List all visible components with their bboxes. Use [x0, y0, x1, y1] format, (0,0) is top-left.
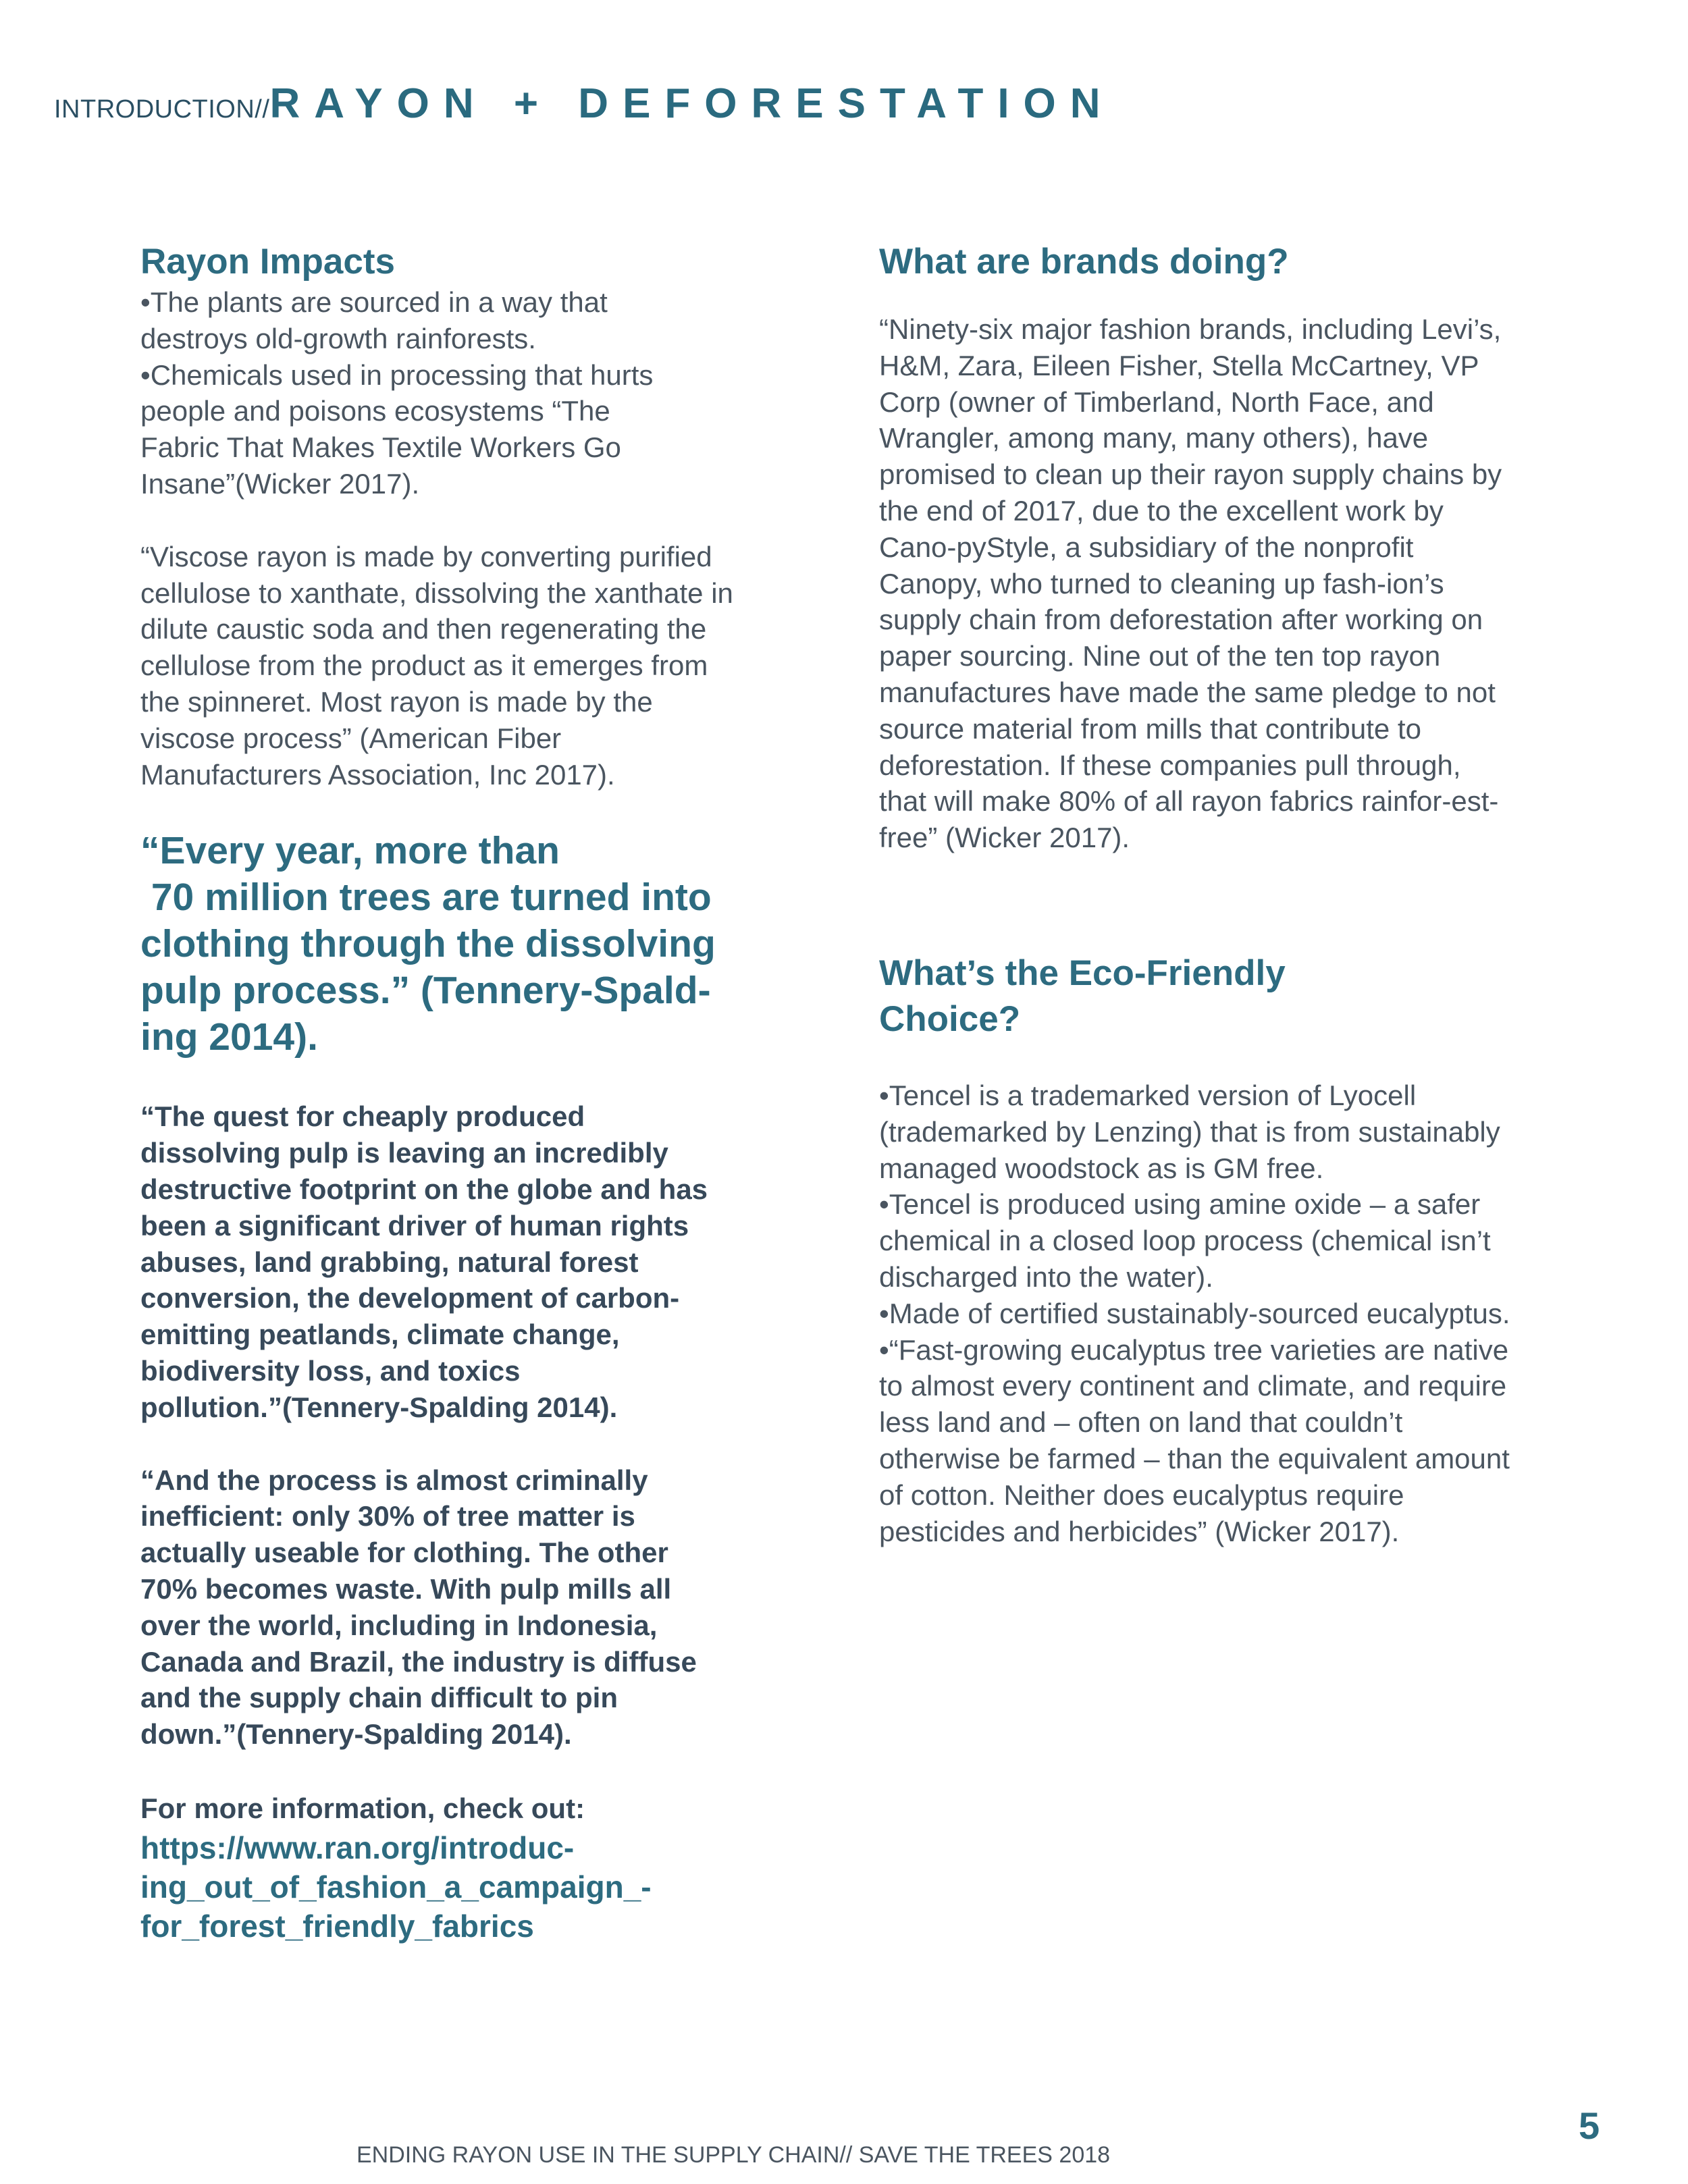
section-label: INTRODUCTION// — [54, 95, 270, 124]
impacts-bullets — [140, 284, 762, 502]
link-line[interactable]: https://www.ran.org/introduc- — [140, 1830, 575, 1865]
eco-friendly-heading — [879, 951, 1541, 1042]
process-quote: “And the process is almost criminally inefficient: only 30% of tree matter is actually useable for clothing. The other 70% becomes waste. With pulp mills all over the world, including in Indonesia, Canada and Brazil, the industry is diffuse and the supply chain difficult to pin down.”(Tennery-Spalding 2014). — [140, 1464, 697, 1751]
right-column — [879, 240, 1541, 1549]
pull-quote — [140, 828, 762, 1061]
footer-text: ENDING RAYON USE IN THE SUPPLY CHAIN// SAVE THE TREES 2018 — [357, 2142, 1111, 2168]
link-line[interactable]: ing_out_of_fashion_a_campaign_- — [140, 1869, 652, 1905]
more-info-link[interactable] — [140, 1828, 762, 1946]
page-title: RAYON + DEFORESTATION — [269, 80, 1115, 127]
brands-quote: “Ninety-six major fashion brands, including Levi’s, H&M, Zara, Eileen Fisher, Stella McCartney, VP Corp (owner of Timberland, North Face, and Wrangler, among many, many others), have promised to clean up their rayon supply chains by the end of 2017, due to the excellent work by Cano-pyStyle, a subsidiary of the nonprofit Canopy, who turned to cleaning up fash-ion’s supply chain from deforestation after working on paper sourcing. Nine out of the ten top rayon manufactures have made the same pledge to not source material from mills that contribute to deforestation. If these companies pull through, that will make 80% of all rayon fabrics rainfor-est-free” (Wicker 2017). — [879, 313, 1502, 854]
link-line[interactable]: for_forest_friendly_fabrics — [140, 1908, 534, 1944]
viscose-quote: “Viscose rayon is made by converting purified cellulose to xanthate, dissolving the xanthate in dilute caustic soda and then regenerating the cellulose from the product as it emerges from the spinneret. Most rayon is made by the viscose process” (American Fiber Manufacturers Association, Inc 2017). — [140, 540, 733, 791]
pull-quote-line: pulp process.” (Tennery-Spald- — [140, 969, 711, 1013]
quest-quote: “The quest for cheaply produced dissolving pulp is leaving an incredibly destructive footprint on the globe and has been a significant driver of human rights abuses, land grabbing, natural forest conversion, the development of carbon-emitting peatlands, climate change, biodiversity loss, and toxics pollution.”(Tennery-Spalding 2014). — [140, 1100, 708, 1423]
eco-bullets — [879, 1077, 1514, 1549]
eco-bullet: •Made of certified sustainably-sourced eucalyptus. — [879, 1297, 1510, 1329]
eco-bullet: •Tencel is a trademarked version of Lyocell (trademarked by Lenzing) that is from sustainably managed woodstock as is GM free. — [879, 1079, 1500, 1184]
eco-heading-line: What’s the Eco-Friendly — [879, 953, 1286, 993]
rayon-impacts-heading: Rayon Impacts — [140, 242, 396, 282]
pull-quote-line: “Every year, more than — [140, 829, 560, 873]
bullet-line: Insane”(Wicker 2017). — [140, 467, 420, 500]
page-number: 5 — [1579, 2104, 1600, 2147]
eco-bullet: •“Fast-growing eucalyptus tree varieties are native to almost every continent and climate, and require less land and – often on land that couldn’t otherwise be farmed – than the equivalent amount of cotton. Neither does eucalyptus require pesticides and herbicides” (Wicker 2017). — [879, 1333, 1510, 1547]
eco-heading-line: Choice? — [879, 998, 1021, 1039]
more-info-label: For more information, check out: — [140, 1792, 585, 1824]
pull-quote-line: 70 million trees are turned into — [140, 876, 712, 920]
bullet-line: •The plants are sourced in a way that — [140, 286, 608, 318]
page-header — [54, 80, 1115, 128]
bullet-line: Fabric That Makes Textile Workers Go — [140, 431, 621, 464]
eco-bullet: •Tencel is produced using amine oxide – a safer chemical in a closed loop process (chemical isn’t discharged into the water). — [879, 1188, 1491, 1293]
bullet-line: destroys old-growth rainforests. — [140, 322, 536, 354]
pull-quote-line: clothing through the dissolving — [140, 922, 716, 966]
bullet-line: •Chemicals used in processing that hurts — [140, 358, 654, 391]
pull-quote-line: ing 2014). — [140, 1015, 318, 1059]
bullet-line: people and poisons ecosystems “The — [140, 395, 610, 427]
left-column — [140, 240, 762, 1946]
brands-heading: What are brands doing? — [879, 242, 1289, 282]
